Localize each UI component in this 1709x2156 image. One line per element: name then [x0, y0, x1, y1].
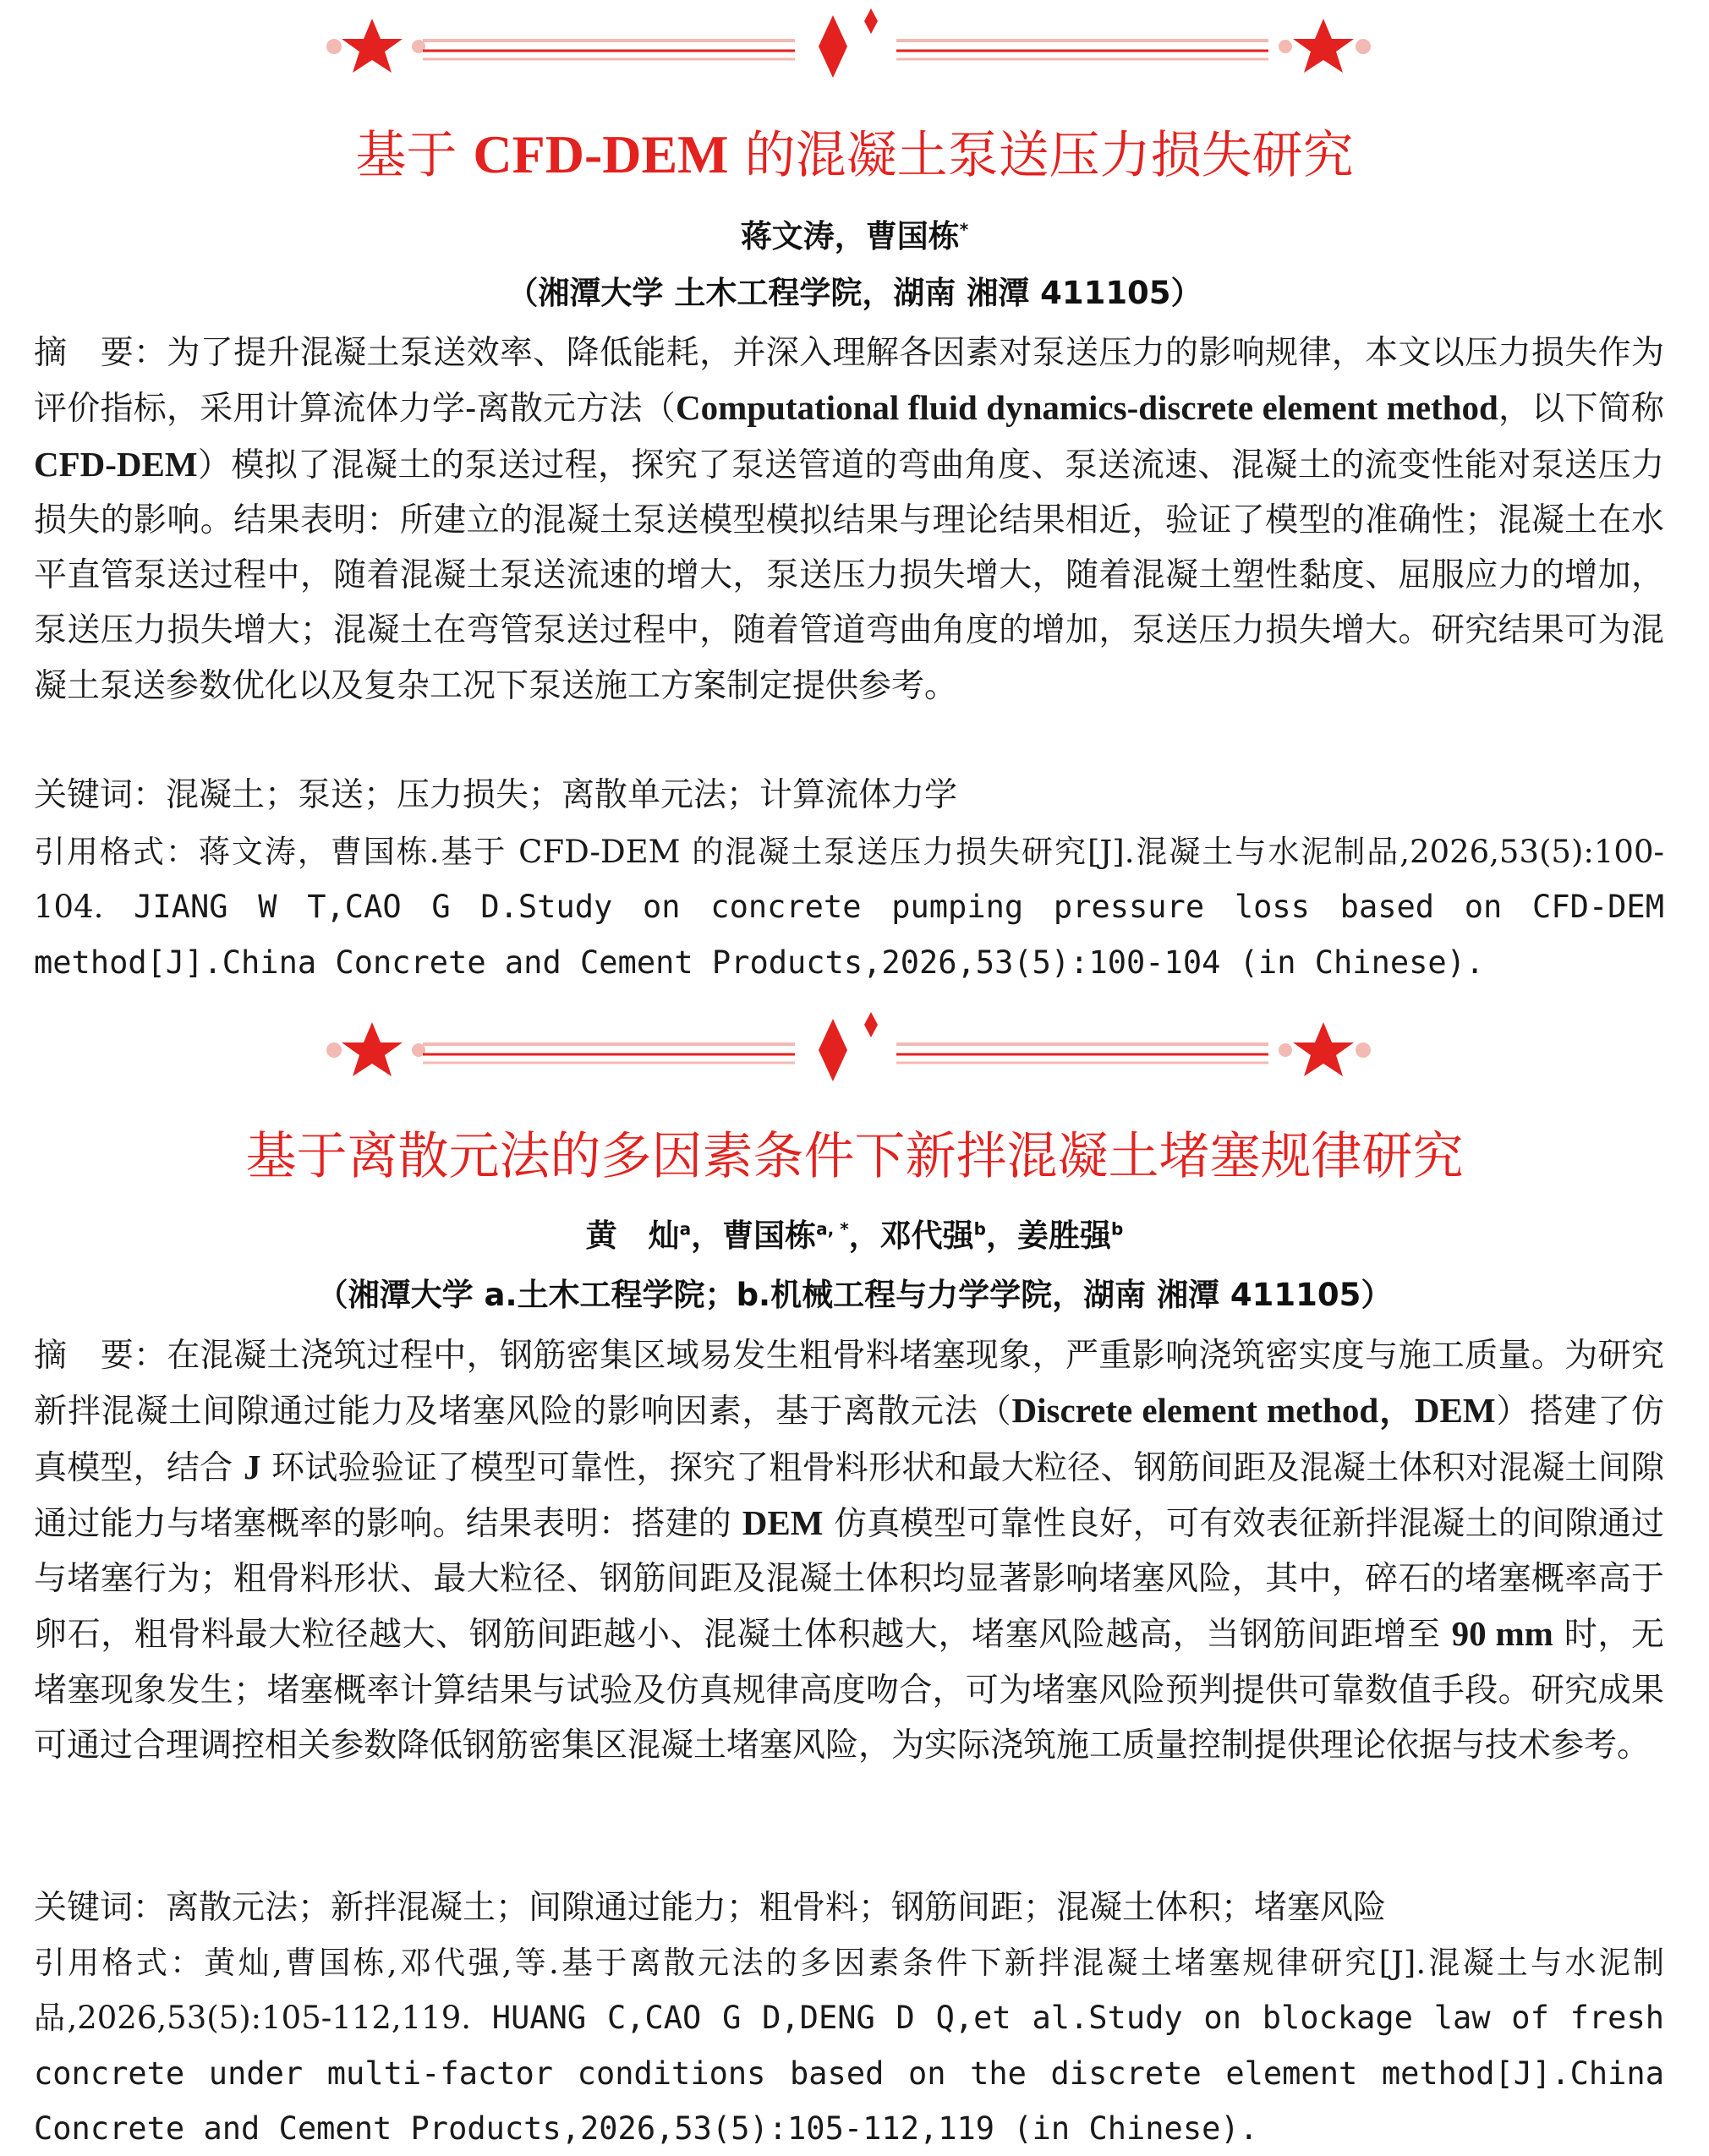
article-1-keywords: 关键词：混凝土；泵送；压力损失；离散单元法；计算流体力学 — [34, 776, 958, 814]
ornament-right-star-icon — [1279, 1022, 1371, 1076]
article-1-title: 基于 CFD-DEM 的混凝土泵送压力损失研究 — [355, 124, 1354, 185]
article-2-citation: 引用格式：黄灿,曹国栋,邓代强,等.基于离散元法的多因素条件下新拌混凝土堵塞规律研究[J].混凝土与水泥制品,2026,53(5):105-112,119. HUANG C,CAO G D,DENG D Q,et al.Study on blockage law of fresh concrete under multi-factor conditions based on the discrete element method[J].China Concrete and Cement Products,2026,53(5):105-112,119 (in Chinese). — [34, 1945, 1665, 2147]
ornament-left-star-icon — [326, 1022, 425, 1076]
article-1-affiliation: （湘潭大学 土木工程学院，湖南 湘潭 411105） — [507, 275, 1202, 311]
article-1-authors: 蒋文涛，曹国栋* — [740, 218, 969, 254]
article-1-abstract: 摘 要：为了提升混凝土泵送效率、降低能耗，并深入理解各因素对泵送压力的影响规律，本文以压力损失作为评价指标，采用计算流体力学-离散元方法（Computational fluid dynamics-discrete element method，以下简称 CFD-DEM）模拟了混凝土的泵送过程，探究了泵送管道的弯曲角度、泵送流速、混凝土的流变性能对泵送压力损失的影响。结果表明：所建立的混凝土泵送模型模拟结果与理论结果相近，验证了模型的准确性；混凝土在水平直管泵送过程中，随着混凝土泵送流速的增大，泵送压力损失增大，随着混凝土塑性黏度、屈服应力的增加，泵送压力损失增大；混凝土在弯管泵送过程中，随着管道弯曲角度的增加，泵送压力损失增大。研究结果可为混凝土泵送参数优化以及复杂工况下泵送施工方案制定提供参考。 — [34, 334, 1664, 705]
ornament-divider-top — [0, 0, 1709, 93]
ornament-right-lines — [896, 41, 1268, 59]
ornament-right-star-icon — [1279, 19, 1371, 73]
ornament-right-lines — [896, 1044, 1268, 1063]
ornament-left-star-icon — [326, 19, 425, 73]
article-2-keywords: 关键词：离散元法；新拌混凝土；间隙通过能力；粗骨料；钢筋间距；混凝土体积；堵塞风险 — [34, 1889, 1387, 1927]
ornament-left-lines — [423, 1044, 795, 1063]
ornament-center-diamond-icon — [819, 8, 878, 78]
article-2-affiliation: （湘潭大学 a.土木工程学院；b.机械工程与力学学院，湖南 湘潭 411105） — [316, 1277, 1393, 1313]
article-1-citation: 引用格式：蒋文涛，曹国栋.基于 CFD-DEM 的混凝土泵送压力损失研究[J].混凝土与水泥制品,2026,53(5):100-104. JIANG W T,CAO G D.Study on concrete pumping pressure loss based on CFD-DEM method[J].China Concrete and Cement Products,2026,53(5):100-104 (in Chinese). — [34, 834, 1664, 981]
article-2-title: 基于离散元法的多因素条件下新拌混凝土堵塞规律研究 — [245, 1127, 1464, 1186]
abstract-label: 摘 要： — [34, 334, 167, 372]
ornament-center-diamond-icon — [819, 1012, 878, 1081]
abstract-label: 摘 要： — [34, 1337, 167, 1375]
ornament-left-lines — [423, 41, 795, 59]
ornament-divider-middle — [0, 1004, 1709, 1097]
article-2-authors: 黄 灿$^a$，曹国栋$^{a, *}$，邓代强$^b$，姜胜强$^b$ — [585, 1218, 1124, 1254]
article-2-abstract: 摘 要：在混凝土浇筑过程中，钢筋密集区域易发生粗骨料堵塞现象，严重影响浇筑密实度与施工质量。为研究新拌混凝土间隙通过能力及堵塞风险的影响因素，基于离散元法（Discrete element method，DEM）搭建了仿真模型，结合 J 环试验验证了模型可靠性，探究了粗骨料形状和最大粒径、钢筋间距及混凝土体积对混凝土间隙通过能力与堵塞概率的影响。结果表明：搭建的 DEM 仿真模型可靠性良好，可有效表征新拌混凝土的间隙通过与堵塞行为；粗骨料形状、最大粒径、钢筋间距及混凝土体积均显著影响堵塞风险，其中，碎石的堵塞概率高于卵石，粗骨料最大粒径越大、钢筋间距越小、混凝土体积越大，堵塞风险越高，当钢筋间距增至 90 mm 时，无堵塞现象发生；堵塞概率计算结果与试验及仿真规律高度吻合，可为堵塞风险预判提供可靠数值手段。研究成果可通过合理调控相关参数降低钢筋密集区混凝土堵塞风险，为实际浇筑施工质量控制提供理论依据与技术参考。 — [34, 1337, 1664, 1765]
